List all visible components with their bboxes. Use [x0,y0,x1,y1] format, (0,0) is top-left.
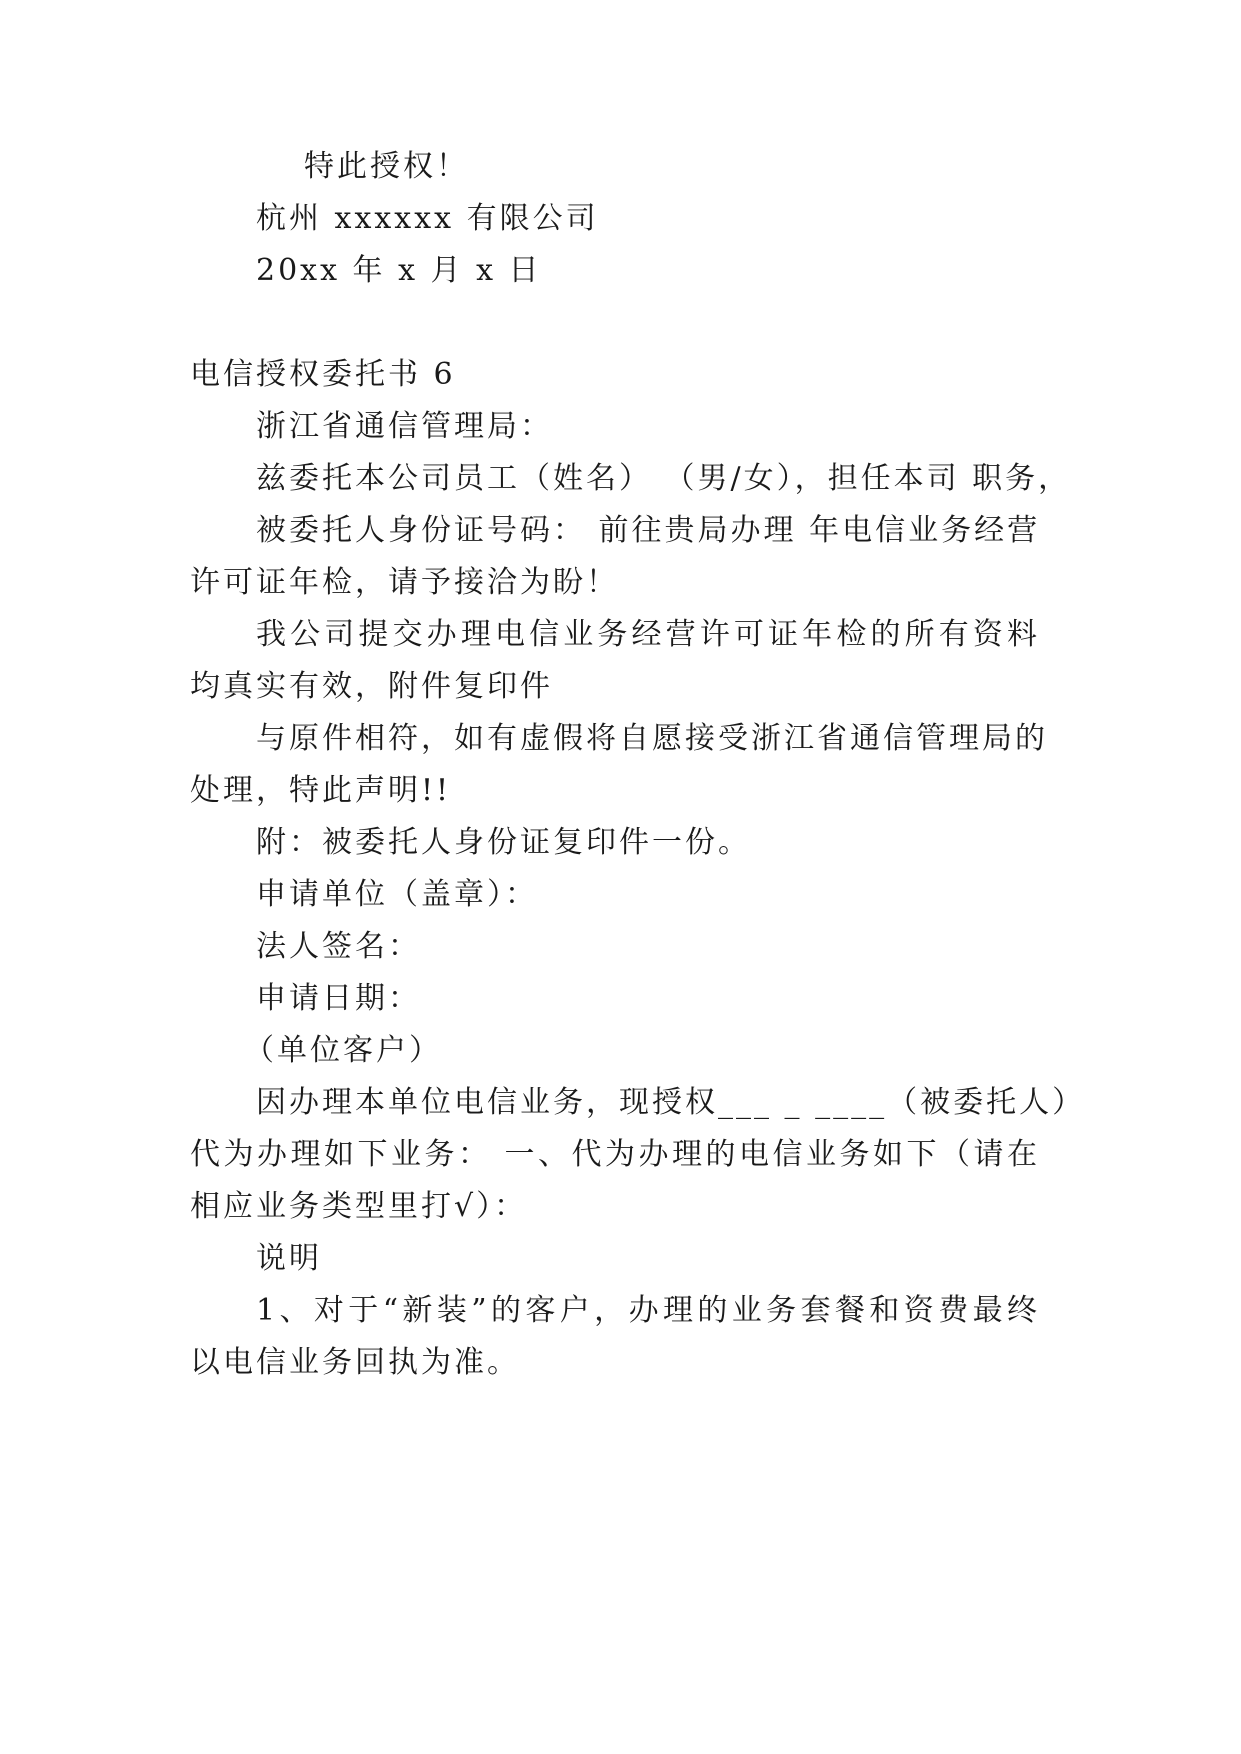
closing-phrase: 特此授权！ [304,149,469,184]
paragraph-line: 兹委托本公司员工（姓名） （男/女），担任本司 职务， [256,461,1072,496]
paragraph-line: 以电信业务回执为准。 [190,1345,520,1380]
paragraph-line: 均真实有效，附件复印件 [190,669,553,704]
paragraph-line: 代为办理如下业务： 一、代为办理的电信业务如下（请在 [190,1137,1040,1172]
addressee: 浙江省通信管理局： [256,409,553,444]
paragraph-line: 与原件相符，如有虚假将自愿接受浙江省通信管理局的 [256,721,1048,756]
company-name: 杭州 xxxxxx 有限公司 [256,201,599,236]
paragraph-line: 1、对于“新装”的客户，办理的业务套餐和资费最终 [256,1293,1040,1328]
application-date-field: 申请日期： [256,981,421,1016]
paragraph-line: 我公司提交办理电信业务经营许可证年检的所有资料 [256,617,1040,652]
attachment-note: 附：被委托人身份证复印件一份。 [256,825,751,860]
paragraph-line: 被委托人身份证号码： 前往贵局办理 年电信业务经营 [256,513,1041,548]
paragraph-line: 处理，特此声明!! [190,773,452,808]
paragraph-line: 因办理本单位电信业务，现授权___ _ ____（被委托人） [256,1085,1086,1120]
legal-signature-field: 法人签名： [256,929,421,964]
paragraph-line: 相应业务类型里打√）： [190,1189,528,1224]
subtitle: （单位客户） [244,1033,442,1068]
notes-heading: 说明 [256,1241,322,1276]
section-title: 电信授权委托书 6 [190,357,456,392]
paragraph-line: 许可证年检，请予接洽为盼！ [190,565,619,600]
applicant-unit-field: 申请单位（盖章）： [256,877,538,912]
date-line: 20xx 年 x 月 x 日 [256,253,542,288]
